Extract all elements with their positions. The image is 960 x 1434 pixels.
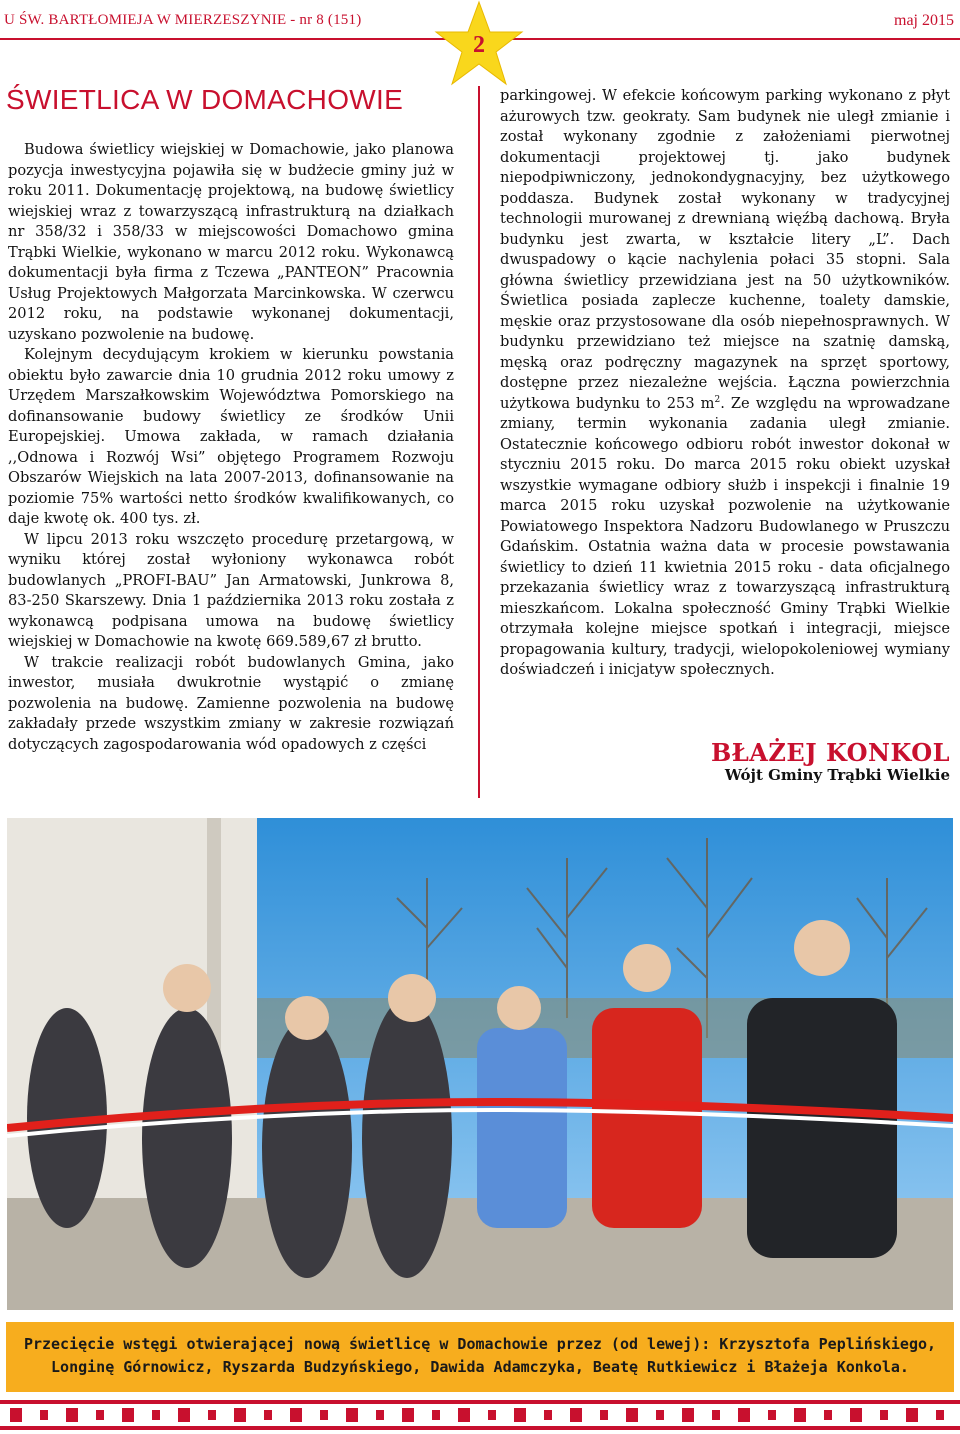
- paragraph-text: . Ze względu na wprowadzane zmiany, termin wykonania zadania uległ zmianie. Ostatecznie końcowego odbioru robót inwestor dokonał w styczniu 2015 roku. Do marca 2015 roku obiekt uzyskał wszystkie wymagane odbiory służb i inspekcji i finalnie 19 marca 2015 roku uzyskał pozwolenie na użytkowanie Powiatowego Inspektora Nadzoru Budowlanego w Pruszczu Gdańskim. Ostatnia ważna data w procesie powstawania świetlicy to dzień 11 kwietnia 2015 roku - data oficjalnego przekazania świetlicy wraz z towarzyszącą infrastrukturą mieszkańcom. Lokalna społeczność Gminy Trąbki Wielkie otrzymała kolejne miejsce spotkań i integracji, miejsce propagowania kultury, tradycji, wielopokoleniowej wymiany doświadczeń i inicjatyw społecznych.: [500, 394, 950, 678]
- article-title: ŚWIETLICA W DOMACHOWIE: [6, 84, 404, 115]
- article-left-column: [8, 140, 454, 755]
- paragraph: [500, 86, 950, 681]
- author-role: Wójt Gminy Trąbki Wielkie: [724, 766, 950, 784]
- superscript: 2: [714, 394, 721, 405]
- column-divider: [478, 86, 480, 798]
- decorative-border: [0, 1396, 960, 1434]
- photo-caption: [6, 1322, 954, 1392]
- caption-line: Przecięcie wstęgi otwierającej nową świetlicę w Domachowie przez (od lewej): Krzysztofa Peplińskiego,: [23, 1335, 937, 1353]
- running-header: U ŚW. BARTŁOMIEJA W MIERZESZYNIE - nr 8 (151): [4, 12, 362, 28]
- paragraph: Kolejnym decydującym krokiem w kierunku powstania obiektu było zawarcie dnia 10 grudnia 2012 roku umowy z Urzędem Marszałkowskim Województwa Pomorskiego na dofinansowanie budowy świetlicy ze środków Unii Europejskiej. Umowa zakłada, w ramach działania ,,Odnowa i Rozwój Wsi” objętego Programem Rozwoju Obszarów Wiejskich na lata 2007-2013, dofinansowanie na poziomie 75% wartości netto środków kwalifikowanych, co daje kwotę ok. 400 tys. zł.: [8, 346, 454, 527]
- paragraph: Budowa świetlicy wiejskiej w Domachowie, jako planowa pozycja inwestycyjna pojawiła się w budżecie gminy już w roku 2011. Dokumentację projektową, na budowę świetlicy wiejskiej wraz z towarzyszącą infrastrukturą na działkach nr 358/32 i 358/33 w miejscowości Domachowo gmina Trąbki Wielkie, wykonano w marcu 2012 roku. Wykonawcą dokumentacji była firma z Tczewa „PANTEON” Pracownia Usług Projektowych Małgorzata Marcinkowska. W czerwcu 2012 roku, na podstawie wykonanej dokumentacji, uzyskano pozwolenie na budowę.: [8, 141, 454, 343]
- article-right-column: [500, 86, 950, 681]
- author-name: BŁAŻEJ KONKOL: [710, 738, 950, 767]
- issue-date: maj 2015: [894, 12, 954, 29]
- photo-illustration: [7, 818, 953, 1310]
- paragraph: W trakcie realizacji robót budowlanych Gmina, jako inwestor, musiała dwukrotnie wystąpić o zmianę pozwolenia na budowę. Zamienne pozwolenia na budowę zakładały przede wszystkim zmiany w zakresie rozwiązań dotyczących zagospodarowania wód opadowych z części: [8, 653, 454, 753]
- ribbon-cutting-photo: [7, 818, 953, 1310]
- paragraph: W lipcu 2013 roku wszczęto procedurę przetargową, w wyniku której został wyłoniony wykonawca robót budowlanych „PROFI-BAU” Jan Armatowski, Junkrowa 8, 83-250 Skarszewy. Dnia 1 października 2013 roku została z wykonawcą podpisana umowa na budowę świetlicy wiejskiej w Domachowie na kwotę 669.589,67 zł brutto.: [8, 530, 454, 650]
- paragraph-text: parkingowej. W efekcie końcowym parking wykonano z płyt ażurowych tzw. geokraty. Sam budynek nie uległ zmianie i został wykonany zgodnie z założeniami pierwotnej dokumentacji projektowej tj. jako budynek niepodpiwniczony, jednokondygnacyjny, bez użytkowego poddasza. Budynek został wykonany w tradycyjnej technologii murowanej z drewnianą więźbą dachową. Bryła budynku jest zwarta, w kształcie litery „L”. Dach dwuspadowy o kącie nachylenia połaci 35 stopni. Sala główna świetlicy przewidziana jest na 50 użytkowników. Świetlica posiada zaplecze kuchenne, toalety damskie, męskie oraz przystosowane dla osób niepełnosprawnych. W budynku przewidziano też miejsce na szatnię damską, męską oraz podręczny magazynek na sprzęt sportowy, dostępne przez niezależne wejścia. Łączna powierzchnia użytkowa budynku to 253 m: [500, 87, 950, 412]
- caption-line: Longinę Górnowicz, Ryszarda Budzyńskiego, Dawida Adamczyka, Beatę Rutkiewicz i Błażeja Konkola.: [51, 1358, 909, 1376]
- page-number: 2: [473, 32, 485, 58]
